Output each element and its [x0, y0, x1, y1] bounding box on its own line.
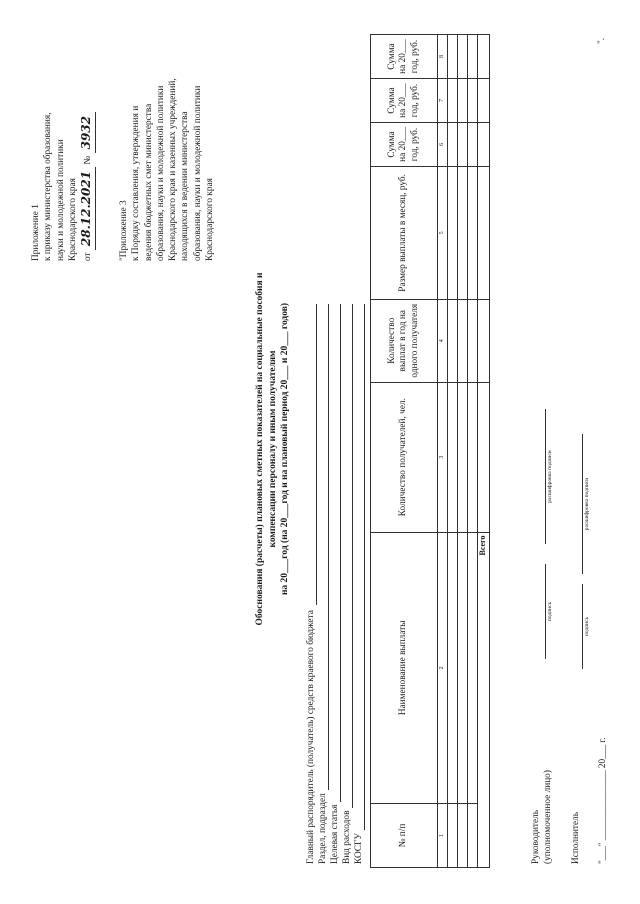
table-cell[interactable]	[458, 382, 468, 532]
appendix-3-block	[118, 21, 216, 261]
field-input-line[interactable]	[318, 304, 329, 790]
table-cell[interactable]	[448, 532, 458, 804]
head-signature-line[interactable]	[544, 564, 546, 659]
appendix-3-line: образования, науки и молодежной политики	[155, 85, 166, 261]
field-input-line[interactable]	[354, 304, 365, 830]
table-cell[interactable]	[468, 79, 478, 123]
column-number: 4	[438, 299, 448, 382]
total-cell[interactable]	[478, 299, 490, 382]
total-cell[interactable]	[478, 166, 490, 299]
table-cell[interactable]	[468, 532, 478, 804]
appendix-3-line: ведения бюджетных смет министерства	[143, 103, 154, 261]
executor-label: Исполнитель	[571, 812, 581, 864]
header-cell: № п/п	[371, 804, 438, 868]
column-number: 2	[438, 532, 448, 804]
field-row-main-manager	[305, 304, 317, 864]
header-cell: Сумма на 20___ год, руб.	[371, 79, 438, 123]
header-cell: Количество получателей, чел.	[371, 382, 438, 532]
total-row	[478, 35, 490, 868]
field-label: Вид расходов	[341, 810, 352, 864]
appendix-3-line: находящихся в ведении министерства	[180, 111, 191, 261]
field-input-line[interactable]	[306, 304, 317, 605]
number-prefix: №	[83, 155, 94, 165]
total-cell[interactable]	[478, 35, 490, 79]
table-cell[interactable]	[458, 166, 468, 299]
appendix-1-block	[30, 31, 96, 261]
document-title	[254, 234, 292, 664]
head-decode-line[interactable]	[544, 409, 546, 544]
executor-signature-line[interactable]	[581, 584, 583, 669]
field-input-line[interactable]	[330, 304, 341, 802]
field-row-kosgu	[353, 304, 365, 864]
head-label-line-1: Руководитель	[531, 810, 541, 864]
column-number-row	[438, 35, 448, 868]
appendix-3-line: Краснодарского края	[204, 178, 215, 261]
header-cell: Наименование выплаты	[371, 532, 438, 804]
executor-signature-caption: подпись	[584, 616, 590, 637]
table-row	[458, 35, 468, 868]
table-header-row	[371, 35, 438, 868]
appendix-1-line: Краснодарского края	[67, 178, 78, 261]
column-number: 5	[438, 166, 448, 299]
field-row-target-article	[329, 304, 341, 864]
column-number: 8	[438, 35, 448, 79]
table-cell[interactable]	[468, 123, 478, 167]
appendix-3-line: Краснодарского края и казенных учреждений,	[168, 78, 179, 261]
table-cell[interactable]	[458, 804, 468, 868]
table-cell[interactable]	[448, 123, 458, 167]
executor-decode-line[interactable]	[581, 434, 583, 574]
payments-table	[370, 34, 490, 868]
appendix-3-line: "Приложение 3	[119, 200, 129, 261]
field-row-expense-type	[341, 304, 353, 864]
column-number: 6	[438, 123, 448, 167]
table-cell[interactable]	[448, 299, 458, 382]
table-cell[interactable]	[458, 532, 468, 804]
total-cell[interactable]	[478, 123, 490, 167]
field-label: Главный распорядитель (получатель) средств краевого бюджета	[305, 610, 316, 864]
head-decode-caption: расшифровка подписи	[547, 450, 553, 503]
field-row-section	[317, 304, 329, 864]
signature-date: "___" _______________ 20___ г.	[598, 737, 608, 864]
table-cell[interactable]	[468, 35, 478, 79]
field-input-line[interactable]	[342, 304, 353, 808]
title-line-3: на 20___год (на 20___год и на плановый период 20___ и 20___ годов)	[280, 302, 291, 596]
column-number: 7	[438, 79, 448, 123]
date-prefix: от	[83, 252, 94, 261]
head-signature-caption: подпись	[547, 601, 553, 622]
table-cell[interactable]	[468, 299, 478, 382]
table-cell[interactable]	[468, 382, 478, 532]
total-label: Всего	[478, 532, 490, 867]
table-cell[interactable]	[458, 299, 468, 382]
table-cell[interactable]	[458, 123, 468, 167]
column-number: 1	[438, 804, 448, 868]
order-date: 28.12.2021	[79, 167, 96, 250]
total-cell[interactable]	[478, 79, 490, 123]
appendix-1-date-row	[79, 31, 96, 261]
field-label: Раздел, подраздел	[317, 793, 328, 864]
table-cell[interactable]	[448, 382, 458, 532]
title-line-2: компенсации персоналу и иным получателям	[267, 350, 278, 548]
order-number: 3932	[79, 112, 96, 153]
closing-quote: ".	[597, 37, 607, 44]
field-label: Целевая статья	[329, 804, 340, 864]
budget-fields	[305, 304, 365, 864]
table-cell[interactable]	[458, 35, 468, 79]
table-row	[468, 35, 478, 868]
table-cell[interactable]	[448, 804, 458, 868]
appendix-1-line: науки и молодежной политики	[55, 139, 66, 261]
appendix-1-line: Приложение 1	[31, 204, 41, 261]
header-cell: Сумма на 20___ год, руб.	[371, 35, 438, 79]
header-cell: Размер выплаты в месяц, руб.	[371, 166, 438, 299]
head-label	[530, 770, 555, 864]
header-cell: Сумма на 20___ год, руб.	[371, 123, 438, 167]
appendix-3-line: к Порядку составления, утверждения и	[131, 105, 142, 261]
head-label-line-2: (уполномоченное лицо)	[543, 770, 554, 864]
table-cell[interactable]	[468, 166, 478, 299]
header-cell: Количество выплат в год на одного получателя	[371, 299, 438, 382]
executor-decode-caption: расшифровка подписи	[584, 477, 590, 531]
title-line-1: Обоснования (расчеты) плановых сметных показателей на социальные пособия и	[255, 272, 265, 626]
table-cell[interactable]	[468, 804, 478, 868]
table-row	[448, 35, 458, 868]
appendix-1-line: к приказу министерства образования,	[43, 112, 54, 261]
appendix-3-line: образования, науки и молодежной политики	[192, 85, 203, 261]
table-cell[interactable]	[448, 79, 458, 123]
total-cell[interactable]	[478, 382, 490, 532]
field-label: КОСГУ	[353, 833, 364, 864]
table-cell[interactable]	[448, 166, 458, 299]
table-cell[interactable]	[458, 79, 468, 123]
column-number: 3	[438, 382, 448, 532]
table-cell[interactable]	[448, 35, 458, 79]
